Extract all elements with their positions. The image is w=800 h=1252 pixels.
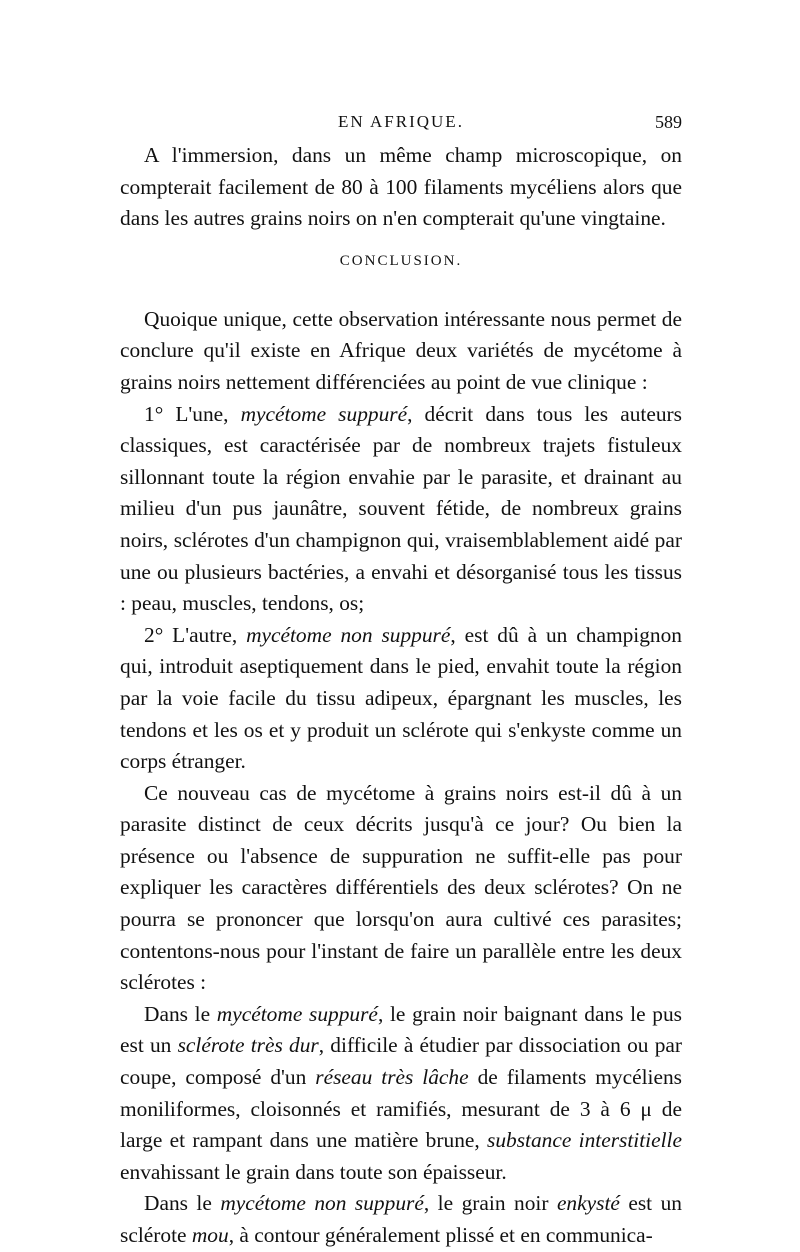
text-span: , est dû à un champignon qui, introduit aseptiquement dans le pied, envahit toute la région par la voie facile du tissu adipeux, épargnant les muscles, les tendons et les os et y produit un sclérote qui s'enkyste comme un corps étranger. bbox=[120, 622, 682, 774]
text-span: , décrit dans tous les auteurs classiques, est caractérisée par de nombreux trajets fistuleux sillonnant toute la région envahie par le parasite, et drainant au milieu d'un pus jaunâtre, souvent fétide, de nombreux grains noirs, sclérotes d'un champignon qui, vraisemblablement aidé par une ou plusieurs bactéries, a envahi et désorganisé tous les tissus : peau, muscles, tendons, os; bbox=[120, 401, 682, 616]
italic-term: sclérote très dur bbox=[177, 1033, 319, 1058]
conclusion-heading: CONCLUSION. bbox=[339, 252, 463, 269]
page-number: 589 bbox=[655, 112, 682, 132]
paragraph-second-variety bbox=[120, 620, 682, 778]
body-text bbox=[120, 140, 682, 1252]
paragraph-conclusion-intro: Quoique unique, cette observation intéressante nous permet de conclure qu'il existe en Afrique deux variétés de mycétome à grains noirs nettement différenciées au point de vue clinique : bbox=[120, 306, 682, 394]
text-span: , difficile à étudier par dissociation ou par coupe, composé d'un bbox=[120, 1033, 683, 1090]
text-span: Dans le bbox=[144, 1191, 221, 1216]
text-span: de filaments mycéliens moniliformes, cloisonnés et ramifiés, mesurant de 3 à 6 μ de large et rampant dans une matière brune, bbox=[120, 1065, 682, 1153]
italic-term: réseau très lâche bbox=[315, 1065, 469, 1090]
italic-term: mycétome non suppuré bbox=[246, 622, 451, 647]
italic-term: enkysté bbox=[556, 1191, 620, 1216]
paragraph-immersion: A l'immersion, dans un même champ microscopique, on compterait facilement de 80 à 100 filaments mycéliens alors que dans les autres grains noirs on n'en compterait qu'une vingtaine. bbox=[120, 143, 682, 231]
paragraph-suppurating-sclerote bbox=[120, 999, 682, 1189]
italic-term: mycétome non suppuré bbox=[220, 1191, 424, 1216]
italic-term: mycétome suppuré bbox=[240, 401, 408, 426]
paragraph-first-variety bbox=[120, 399, 682, 620]
text-span: Dans le bbox=[144, 1001, 217, 1026]
paragraph-non-suppurating-sclerote bbox=[120, 1188, 682, 1251]
text-span: est un sclérote bbox=[120, 1191, 682, 1247]
text-span: 2° L'autre, bbox=[144, 622, 247, 647]
text-span: envahissant le grain dans toute son épaisseur. bbox=[120, 1159, 507, 1184]
text-span: , le grain noir baignant dans le pus est un bbox=[120, 1001, 682, 1058]
italic-term: mycétome suppuré bbox=[216, 1001, 378, 1026]
text-span: 1° L'une, bbox=[144, 401, 241, 426]
running-title: EN AFRIQUE. bbox=[338, 112, 464, 131]
paragraph-new-case: Ce nouveau cas de mycétome à grains noirs est-il dû à un parasite distinct de ceux décrits jusqu'à ce jour? Ou bien la présence ou l'absence de suppuration ne suffit-elle pas pour expliquer les caractères différentiels des deux sclérotes? On ne pourra se prononcer que lorsqu'on aura cultivé ces parasites; contentons-nous pour l'instant de faire un parallèle entre les deux sclérotes : bbox=[120, 780, 682, 995]
text-span: , à contour généralement plissé et en communica- bbox=[228, 1223, 653, 1247]
running-head bbox=[120, 112, 682, 142]
italic-term: substance interstitielle bbox=[487, 1128, 682, 1153]
italic-term: mou bbox=[191, 1223, 229, 1247]
text-span: , le grain noir bbox=[423, 1191, 557, 1216]
